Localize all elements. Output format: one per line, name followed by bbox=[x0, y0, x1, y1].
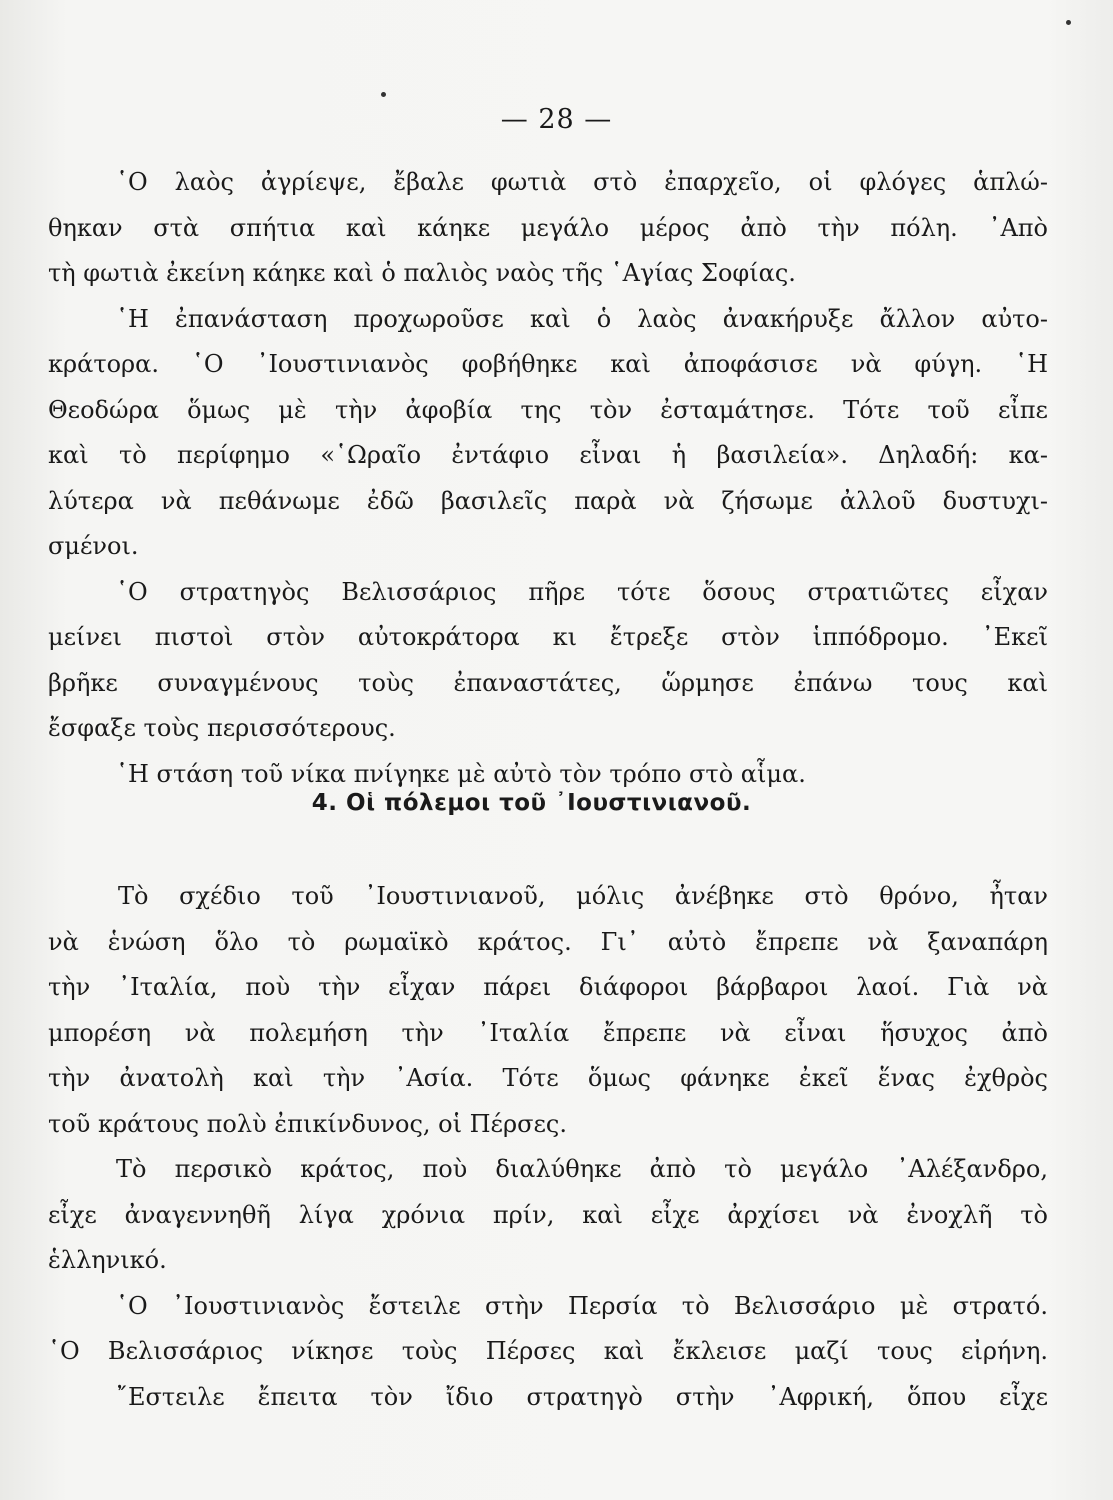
section-paragraphs-1 bbox=[48, 160, 1048, 797]
section-heading: 4. Οἱ πόλεμοι τοῦ ᾿Ιουστινιανοῦ. bbox=[311, 790, 752, 816]
text-line: εἶχε ἀναγεννηθῆ λίγα χρόνια πρίν, καὶ εἶχε ἀρχίσει νὰ ἐνοχλῆ τὸ bbox=[48, 1200, 1048, 1229]
text-line: θηκαν στὰ σπήτια καὶ κάηκε μεγάλο μέρος ἀπὸ τὴν πόλη. ᾿Απὸ bbox=[48, 213, 1048, 242]
text-line: μείνει πιστοὶ στὸν αὐτοκράτορα κι ἔτρεξε στὸν ἱππόδρομο. ᾿Εκεῖ bbox=[48, 623, 1048, 651]
text-line: ῎Εστειλε ἔπειτα τὸν ἴδιο στρατηγὸ στὴν ᾿Αφρική, ὅπου εἶχε bbox=[116, 1382, 1048, 1411]
text-line: μπορέση νὰ πολεμήση τὴν ᾿Ιταλία ἔπρεπε νὰ εἶναι ἥσυχος ἀπὸ bbox=[48, 1018, 1048, 1047]
text-line: τοῦ κράτους πολὺ ἐπικίνδυνος, οἱ Πέρσες. bbox=[48, 1109, 567, 1138]
text-line: λύτερα νὰ πεθάνωμε ἐδῶ βασιλεῖς παρὰ νὰ ζήσωμε ἀλλοῦ δυστυχι- bbox=[48, 486, 1048, 515]
text-line: Θεοδώρα ὅμως μὲ τὴν ἀφοβία της τὸν ἐσταμάτησε. Τότε τοῦ εἶπε bbox=[48, 395, 1048, 424]
text-line: ῾Η στάση τοῦ νίκα πνίγηκε μὲ αὐτὸ τὸν τρόπο στὸ αἷμα. bbox=[116, 759, 806, 788]
text-line: ἔσφαξε τοὺς περισσότερους. bbox=[48, 714, 396, 742]
text-line: νὰ ἑνώση ὅλο τὸ ρωμαϊκὸ κράτος. Γι᾿ αὐτὸ ἔπρεπε νὰ ξαναπάρη bbox=[48, 927, 1048, 956]
text-line: τὴν ἀνατολὴ καὶ τὴν ᾿Ασία. Τότε ὅμως φάνηκε ἐκεῖ ἕνας ἐχθρὸς bbox=[48, 1064, 1048, 1092]
text-line: Τὸ σχέδιο τοῦ ᾿Ιουστινιανοῦ, μόλις ἀνέβηκε στὸ θρόνο, ἦταν bbox=[118, 882, 1048, 910]
text-line: σμένοι. bbox=[48, 532, 139, 560]
text-line: Τὸ περσικὸ κράτος, ποὺ διαλύθηκε ἀπὸ τὸ μεγάλο ᾿Αλέξανδρο, bbox=[116, 1155, 1048, 1183]
section-paragraphs-2 bbox=[48, 874, 1048, 1420]
text-line: τὴ φωτιὰ ἐκείνη κάηκε καὶ ὁ παλιὸς ναὸς τῆς ῾Αγίας Σοφίας. bbox=[48, 259, 796, 287]
text-line: κράτορα. ῾Ο ᾿Ιουστινιανὸς φοβήθηκε καὶ ἀποφάσισε νὰ φύγη. ῾Η bbox=[48, 350, 1048, 378]
page-number: — 28 — bbox=[500, 104, 613, 135]
text-line: ῾Ο ᾿Ιουστινιανὸς ἔστειλε στὴν Περσία τὸ Βελισσάριο μὲ στρατό. bbox=[116, 1291, 1048, 1320]
text-line: βρῆκε συναγμένους τοὺς ἐπαναστάτες, ὥρμησε ἐπάνω τους καὶ bbox=[48, 668, 1048, 697]
ink-speck bbox=[381, 92, 386, 97]
text-line: ῾Ο λαὸς ἀγρίεψε, ἔβαλε φωτιὰ στὸ ἐπαρχεῖο, οἱ φλόγες ἁπλώ- bbox=[116, 168, 1048, 196]
text-line: τὴν ᾿Ιταλία, ποὺ τὴν εἶχαν πάρει διάφοροι βάρβαροι λαοί. Γιὰ νὰ bbox=[48, 973, 1048, 1001]
text-line: ῾Ο στρατηγὸς Βελισσάριος πῆρε τότε ὅσους στρατιῶτες εἶχαν bbox=[116, 577, 1048, 606]
text-line: ῾Ο Βελισσάριος νίκησε τοὺς Πέρσες καὶ ἔκλεισε μαζί τους εἰρήνη. bbox=[48, 1337, 1048, 1365]
ink-speck bbox=[1066, 20, 1071, 25]
text-line: ῾Η ἐπανάσταση προχωροῦσε καὶ ὁ λαὸς ἀνακήρυξε ἄλλον αὐτο- bbox=[116, 304, 1048, 333]
text-line: καὶ τὸ περίφημο «῾Ωραῖο ἐντάφιο εἶναι ἡ βασιλεία». Δηλαδή: κα- bbox=[48, 441, 1048, 469]
text-line: ἑλληνικό. bbox=[48, 1246, 167, 1274]
